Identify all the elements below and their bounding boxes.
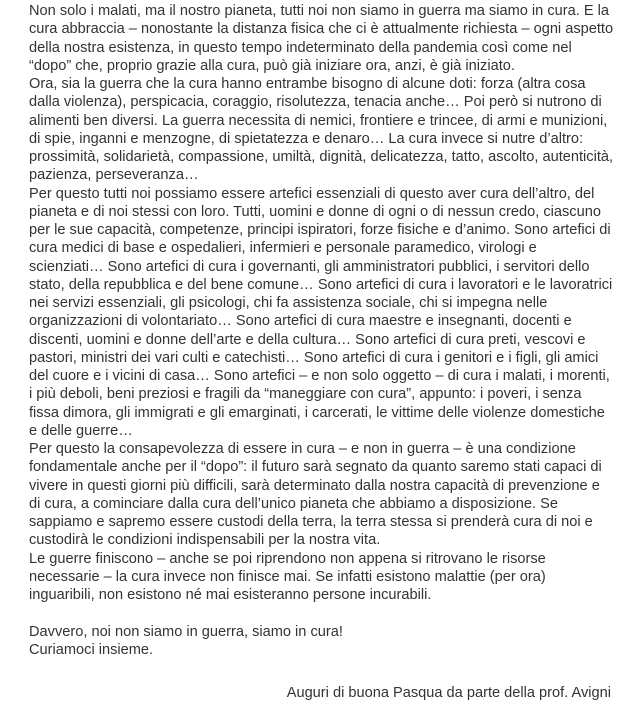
text-line: di cura, a cominciare dalla cura dell’unico pianeta che abbiamo a disposizione. Se [29, 495, 558, 512]
text-line: stato, della repubblica e del bene comune… Sono artefici di cura i lavoratori e le lavoratrici [29, 276, 613, 293]
text-line: Ora, sia la guerra che la cura hanno entrambe bisogno di alcune doti: forza (altra cosa [29, 76, 586, 92]
text-line: alimenti ben diversi. La guerra necessita di nemici, frontiere e trincee, di armi e munizioni, [29, 112, 608, 129]
document-body [29, 2, 635, 659]
text-line: scienziati… Sono artefici di cura i governanti, gli amministratori pubblici, i servitori dello [29, 258, 590, 275]
text-line: fondamentale anche per il “dopo”: il futuro sarà segnato da quanto saremo stati capaci di [29, 459, 602, 476]
text-line: vivere in questi giorni più difficili, sarà determinato dalla nostra capacità di prevenzione e [29, 477, 600, 494]
text-line: i più deboli, beni preziosi e fragili da “maneggiare con cura”, appunto: i poveri, i senza [29, 386, 582, 403]
text-line: Le guerre finiscono – anche se poi riprendono non appena si ritrovano le risorse [29, 550, 546, 567]
text-line: discenti, uomini e donne dell’arte e della cultura… Sono artefici di cura preti, vescovi e [29, 331, 586, 348]
text-line: pianeta e di noi stessi con loro. Tutti, uomini e donne di ogni o di nessun credo, ciascuno [29, 203, 601, 220]
text-line: dalla violenza), perspicacia, coraggio, risolutezza, tenacia anche… Poi però si nutrono di [29, 94, 602, 111]
text-line: inguaribili, non esistono né mai esisteranno persone incurabili. [29, 587, 432, 603]
signature: Auguri di buona Pasqua da parte della prof. Avigni [286, 685, 611, 701]
text-line: necessarie – la cura invece non finisce mai. Se infatti esistono malattie (per ora) [29, 568, 546, 585]
text-line: del cuore e i vicini di casa… Sono artefici – e non solo oggetto – di cura i malati, i morenti, [29, 368, 610, 384]
text-line: organizzazioni di volontariato… Sono artefici di cura maestre e insegnanti, docenti e [29, 313, 572, 330]
text-line: e delle guerre… [29, 422, 133, 439]
text-line: custodirà le condizioni indispensabili per la nostra vita. [29, 532, 381, 549]
text-line: prossimità, solidarietà, compassione, umiltà, dignità, delicatezza, tatto, ascolto, autenticità, [29, 149, 614, 165]
text-line: Non solo i malati, ma il nostro pianeta, tutti noi non siamo in guerra ma siamo in cura. E la [29, 3, 609, 19]
closing-line: Curiamoci insieme. [29, 641, 154, 658]
text-line: fissa dimora, gli immigrati e gli emarginati, i carcerati, le vittime delle violenze domestiche [29, 404, 605, 421]
text-line: cura medici di base e ospedalieri, infermieri e personale paramedico, virologi e [29, 240, 537, 257]
paragraph-spacer [29, 604, 635, 622]
text-line: per le sue capacità, competenze, principi ispiratori, forze fisiche e d’animo. Sono artefici di [29, 222, 611, 238]
closing-line: Davvero, noi non siamo in guerra, siamo in cura! [29, 623, 343, 640]
text-line: Per questo tutti noi possiamo essere artefici essenziali di questo aver cura dell’altro, del [29, 185, 595, 202]
text-line: della nostra esistenza, in questo tempo indeterminato della pandemia così come nel [29, 39, 572, 56]
text-line: pazienza, perseveranza… [29, 167, 199, 184]
text-line: cura abbraccia – nonostante la distanza fisica che ci è attualmente richiesta – ogni aspetto [29, 21, 614, 38]
text-line: Per questo la consapevolezza di essere in cura – e non in guerra – è una condizione [29, 441, 576, 457]
text-line: nei servizi essenziali, gli psicologi, chi fa assistenza sociale, chi si impegna nelle [29, 295, 548, 311]
text-line: “dopo” che, proprio grazie alla cura, può già iniziare ora, anzi, è già iniziato. [29, 57, 515, 74]
text-line: pastori, ministri dei vari culti e catechisti… Sono artefici di cura i genitori e i figli, gli amici [29, 349, 599, 366]
text-line: sappiamo e sapremo essere custodi della terra, la terra stessa si prenderà cura di noi e [29, 514, 593, 530]
text-line: di spie, inganni e menzogne, di spietatezza e denaro… La cura invece si nutre d’altro: [29, 130, 584, 147]
